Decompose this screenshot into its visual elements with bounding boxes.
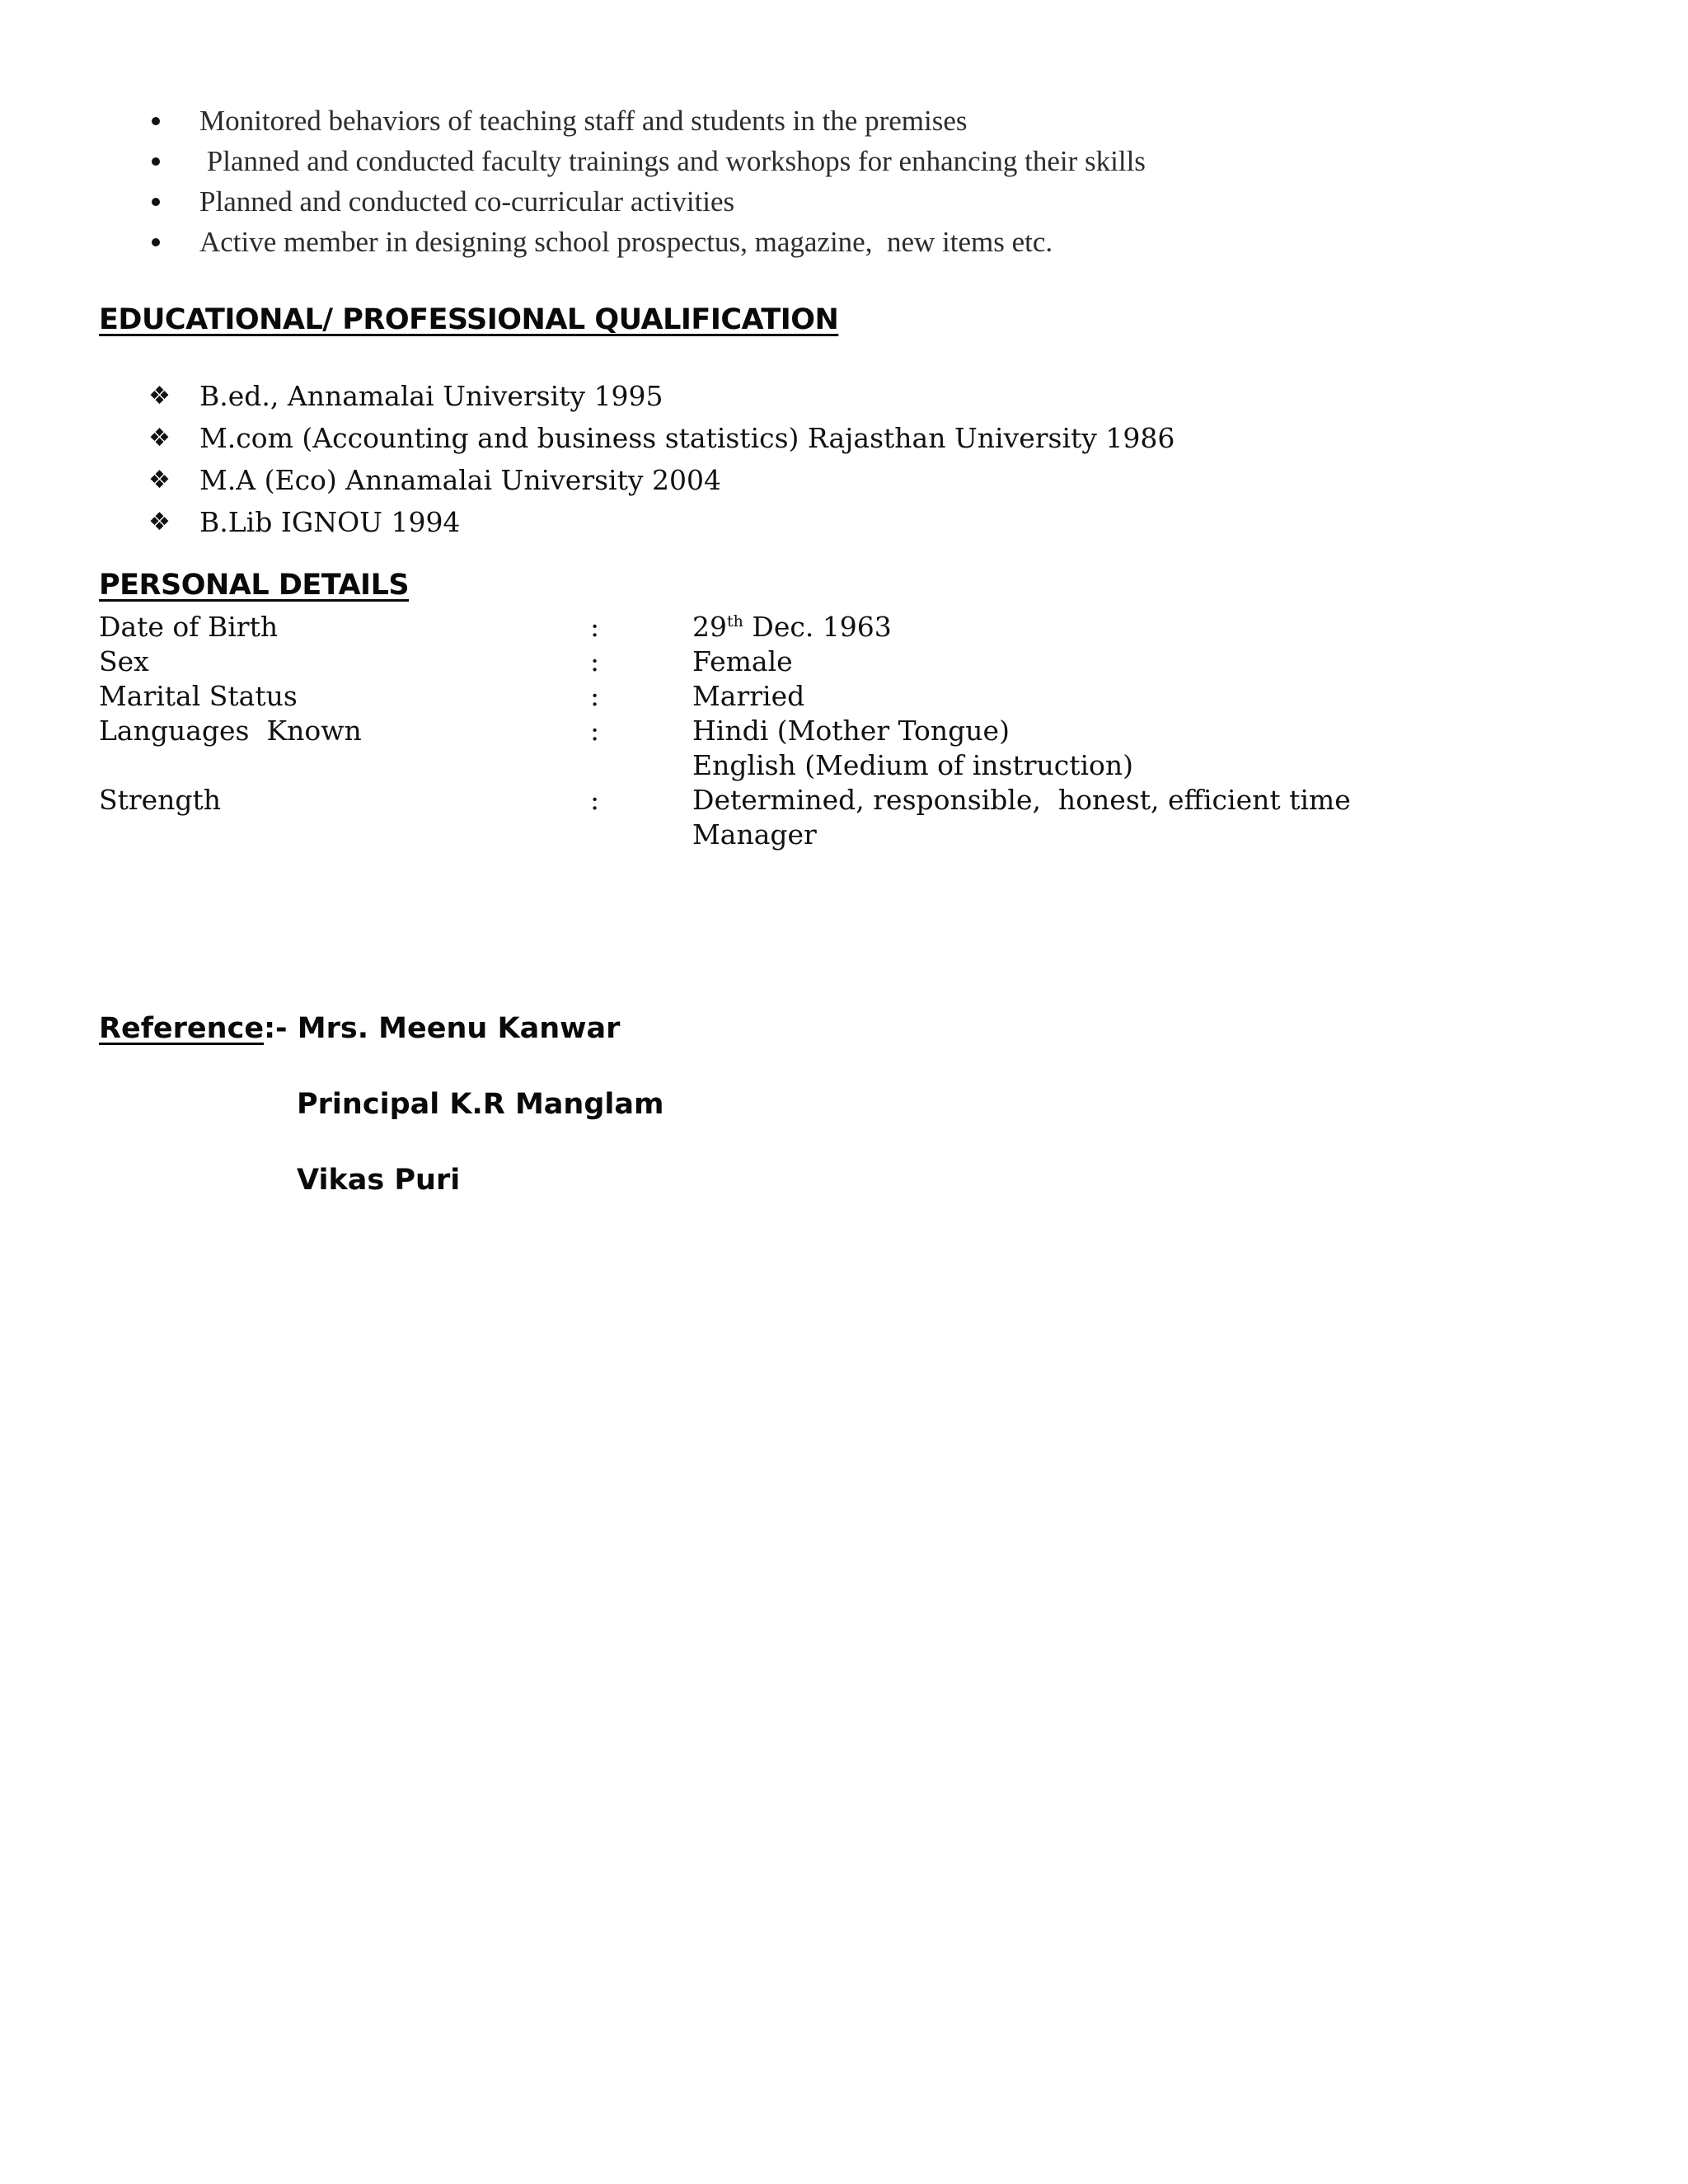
dob-value <box>692 610 892 644</box>
qualification-text: M.A (Eco) Annamalai University 2004 <box>199 464 721 496</box>
dob-day: 29 <box>692 611 727 643</box>
reference-position: Principal K.R Manglam <box>297 1088 664 1121</box>
bullet-icon <box>152 117 160 125</box>
duty-text: Active member in designing school prospectus, magazine, new items etc. <box>199 226 1053 258</box>
separator-colon: : <box>590 715 600 747</box>
list-item <box>148 417 1175 459</box>
diamond-bullet-icon: ❖ <box>148 382 171 410</box>
reference-label: Reference <box>99 1012 265 1045</box>
qualifications-list <box>148 375 1175 543</box>
dob-label: Date of Birth <box>99 611 279 643</box>
list-item <box>148 141 1550 181</box>
strength-value-1: Determined, responsible, honest, efficient time <box>692 784 1351 816</box>
qualification-text: B.ed., Annamalai University 1995 <box>199 380 663 412</box>
languages-value-2: English (Medium of instruction) <box>692 749 1134 781</box>
languages-value-1: Hindi (Mother Tongue) <box>692 715 1010 747</box>
duty-text: Monitored behaviors of teaching staff and students in the premises <box>199 105 968 137</box>
personal-details-heading: PERSONAL DETAILS <box>99 569 410 602</box>
duties-list <box>148 101 1550 262</box>
education-heading: EDUCATIONAL/ PROFESSIONAL QUALIFICATION <box>99 303 839 336</box>
list-item <box>148 101 1550 141</box>
strength-value-2: Manager <box>692 818 817 851</box>
list-item <box>148 459 1175 501</box>
languages-label: Languages Known <box>99 715 362 747</box>
list-item <box>148 222 1550 262</box>
list-item <box>148 375 1175 417</box>
diamond-bullet-icon: ❖ <box>148 424 171 452</box>
diamond-bullet-icon: ❖ <box>148 508 171 537</box>
reference-location: Vikas Puri <box>297 1164 461 1197</box>
sex-value: Female <box>692 645 793 677</box>
qualification-text: M.com (Accounting and business statistics) Rajasthan University 1986 <box>199 422 1175 454</box>
separator-colon: : <box>590 611 600 643</box>
separator-colon: : <box>590 645 600 677</box>
strength-label: Strength <box>99 784 222 816</box>
bullet-icon <box>152 198 160 206</box>
sex-label: Sex <box>99 645 149 677</box>
dob-rest: Dec. 1963 <box>743 611 892 643</box>
duty-text: Planned and conducted faculty trainings and workshops for enhancing their skills <box>199 145 1146 177</box>
bullet-icon <box>152 157 160 166</box>
marital-value: Married <box>692 680 805 712</box>
diamond-bullet-icon: ❖ <box>148 466 171 494</box>
duty-text: Planned and conducted co-curricular activities <box>199 185 735 218</box>
bullet-icon <box>152 238 160 246</box>
reference-separator: :- <box>264 1012 298 1045</box>
marital-label: Marital Status <box>99 680 298 712</box>
separator-colon: : <box>590 784 600 816</box>
qualification-text: B.Lib IGNOU 1994 <box>199 506 461 538</box>
separator-colon: : <box>590 680 600 712</box>
list-item <box>148 501 1175 543</box>
reference-line <box>99 1012 620 1045</box>
list-item <box>148 181 1550 222</box>
reference-name: Mrs. Meenu Kanwar <box>297 1012 621 1045</box>
dob-suffix: th <box>727 612 743 630</box>
